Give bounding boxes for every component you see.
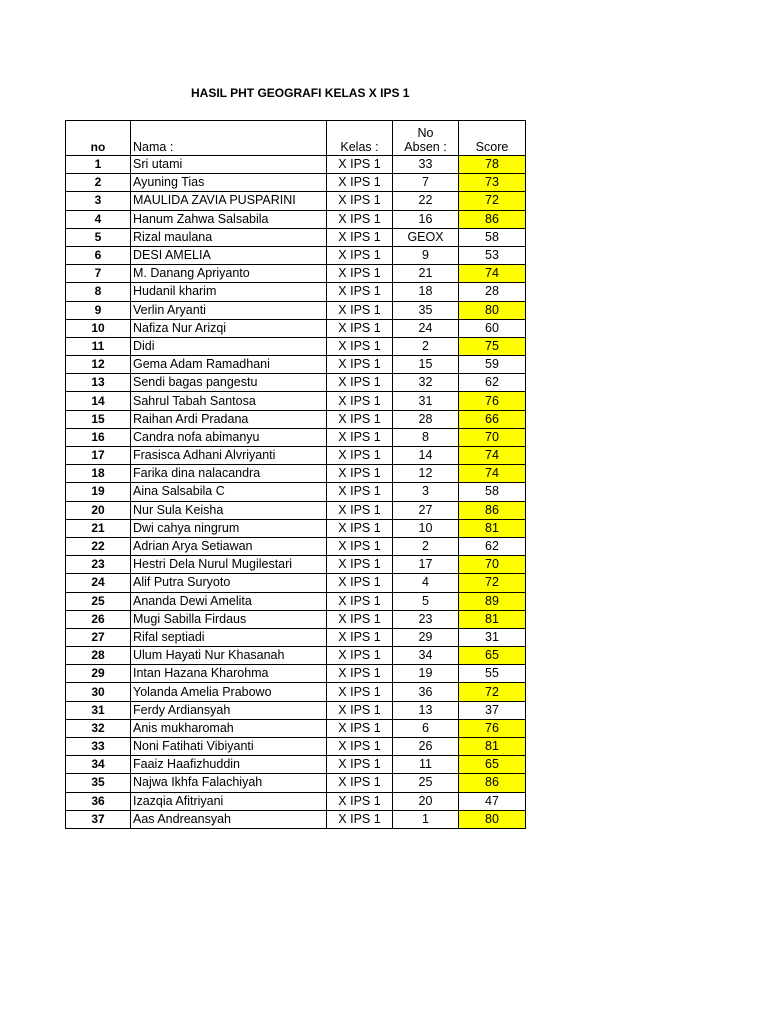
header-absen [393, 121, 459, 156]
cell-score: 31 [459, 628, 526, 646]
cell-absen: 28 [393, 410, 459, 428]
table-row [66, 610, 526, 628]
cell-kelas: X IPS 1 [327, 337, 393, 355]
cell-name: Ayuning Tias [131, 174, 327, 192]
header-absen-line2: Absen : [404, 140, 447, 154]
cell-kelas: X IPS 1 [327, 665, 393, 683]
cell-absen: 2 [393, 337, 459, 355]
cell-no: 18 [66, 465, 131, 483]
cell-name: Hudanil kharim [131, 283, 327, 301]
cell-score: 58 [459, 483, 526, 501]
header-name: Nama : [131, 121, 327, 156]
cell-score: 72 [459, 574, 526, 592]
cell-absen: 24 [393, 319, 459, 337]
cell-kelas: X IPS 1 [327, 628, 393, 646]
cell-name: Gema Adam Ramadhani [131, 356, 327, 374]
cell-name: Verlin Aryanti [131, 301, 327, 319]
cell-absen: 35 [393, 301, 459, 319]
cell-absen: 5 [393, 592, 459, 610]
table-row [66, 647, 526, 665]
cell-score: 89 [459, 592, 526, 610]
cell-kelas: X IPS 1 [327, 610, 393, 628]
table-row [66, 447, 526, 465]
cell-score: 74 [459, 465, 526, 483]
cell-absen: 21 [393, 265, 459, 283]
cell-no: 9 [66, 301, 131, 319]
cell-absen: 32 [393, 374, 459, 392]
cell-kelas: X IPS 1 [327, 774, 393, 792]
table-row [66, 228, 526, 246]
cell-score: 65 [459, 756, 526, 774]
cell-kelas: X IPS 1 [327, 428, 393, 446]
table-row [66, 628, 526, 646]
cell-kelas: X IPS 1 [327, 792, 393, 810]
cell-kelas: X IPS 1 [327, 447, 393, 465]
cell-no: 13 [66, 374, 131, 392]
cell-score: 86 [459, 774, 526, 792]
cell-name: MAULIDA ZAVIA PUSPARINI [131, 192, 327, 210]
cell-name: Noni Fatihati Vibiyanti [131, 738, 327, 756]
header-row [66, 121, 526, 156]
cell-absen: 22 [393, 192, 459, 210]
cell-kelas: X IPS 1 [327, 265, 393, 283]
cell-kelas: X IPS 1 [327, 156, 393, 174]
cell-absen: 34 [393, 647, 459, 665]
cell-score: 86 [459, 501, 526, 519]
cell-absen: 19 [393, 665, 459, 683]
cell-absen: 14 [393, 447, 459, 465]
cell-kelas: X IPS 1 [327, 574, 393, 592]
cell-score: 72 [459, 683, 526, 701]
table-row [66, 719, 526, 737]
cell-score: 66 [459, 410, 526, 428]
cell-score: 37 [459, 701, 526, 719]
cell-no: 2 [66, 174, 131, 192]
cell-no: 7 [66, 265, 131, 283]
cell-absen: 13 [393, 701, 459, 719]
cell-kelas: X IPS 1 [327, 501, 393, 519]
cell-kelas: X IPS 1 [327, 174, 393, 192]
cell-kelas: X IPS 1 [327, 301, 393, 319]
cell-no: 22 [66, 537, 131, 555]
table-row [66, 756, 526, 774]
cell-no: 16 [66, 428, 131, 446]
cell-name: Aina Salsabila C [131, 483, 327, 501]
cell-absen: 26 [393, 738, 459, 756]
cell-kelas: X IPS 1 [327, 556, 393, 574]
table-row [66, 428, 526, 446]
cell-no: 10 [66, 319, 131, 337]
cell-no: 11 [66, 337, 131, 355]
cell-name: Sri utami [131, 156, 327, 174]
table-row [66, 574, 526, 592]
cell-name: Frasisca Adhani Alvriyanti [131, 447, 327, 465]
cell-absen: 9 [393, 246, 459, 264]
cell-kelas: X IPS 1 [327, 647, 393, 665]
cell-name: Faaiz Haafizhuddin [131, 756, 327, 774]
cell-absen: 15 [393, 356, 459, 374]
cell-absen: 25 [393, 774, 459, 792]
cell-no: 1 [66, 156, 131, 174]
cell-absen: 33 [393, 156, 459, 174]
cell-kelas: X IPS 1 [327, 756, 393, 774]
cell-score: 55 [459, 665, 526, 683]
cell-no: 14 [66, 392, 131, 410]
cell-name: M. Danang Apriyanto [131, 265, 327, 283]
cell-name: Dwi cahya ningrum [131, 519, 327, 537]
cell-kelas: X IPS 1 [327, 356, 393, 374]
table-row [66, 810, 526, 828]
table-row [66, 319, 526, 337]
cell-score: 74 [459, 447, 526, 465]
table-row [66, 356, 526, 374]
cell-name: Mugi Sabilla Firdaus [131, 610, 327, 628]
cell-no: 33 [66, 738, 131, 756]
cell-absen: 18 [393, 283, 459, 301]
cell-no: 23 [66, 556, 131, 574]
cell-no: 31 [66, 701, 131, 719]
cell-score: 76 [459, 392, 526, 410]
cell-no: 36 [66, 792, 131, 810]
cell-kelas: X IPS 1 [327, 210, 393, 228]
cell-name: Izazqia Afitriyani [131, 792, 327, 810]
cell-name: Sendi bagas pangestu [131, 374, 327, 392]
cell-name: Didi [131, 337, 327, 355]
score-table [65, 120, 526, 829]
table-row [66, 774, 526, 792]
cell-kelas: X IPS 1 [327, 465, 393, 483]
cell-kelas: X IPS 1 [327, 810, 393, 828]
cell-no: 5 [66, 228, 131, 246]
cell-score: 75 [459, 337, 526, 355]
cell-name: Hestri Dela Nurul Mugilestari [131, 556, 327, 574]
cell-name: Nur Sula Keisha [131, 501, 327, 519]
cell-score: 28 [459, 283, 526, 301]
cell-kelas: X IPS 1 [327, 319, 393, 337]
table-row [66, 792, 526, 810]
cell-score: 62 [459, 537, 526, 555]
cell-kelas: X IPS 1 [327, 519, 393, 537]
cell-name: Raihan Ardi Pradana [131, 410, 327, 428]
table-row [66, 483, 526, 501]
cell-absen: 7 [393, 174, 459, 192]
table-row [66, 410, 526, 428]
table-row [66, 665, 526, 683]
cell-score: 76 [459, 719, 526, 737]
cell-name: Ferdy Ardiansyah [131, 701, 327, 719]
cell-score: 78 [459, 156, 526, 174]
table-row [66, 283, 526, 301]
table-row [66, 465, 526, 483]
page-title: HASIL PHT GEOGRAFI KELAS X IPS 1 [191, 86, 410, 100]
cell-absen: 4 [393, 574, 459, 592]
cell-no: 17 [66, 447, 131, 465]
cell-absen: 17 [393, 556, 459, 574]
cell-score: 86 [459, 210, 526, 228]
cell-no: 20 [66, 501, 131, 519]
cell-no: 28 [66, 647, 131, 665]
cell-score: 70 [459, 428, 526, 446]
cell-score: 53 [459, 246, 526, 264]
cell-no: 21 [66, 519, 131, 537]
table-row [66, 210, 526, 228]
cell-absen: 27 [393, 501, 459, 519]
cell-score: 60 [459, 319, 526, 337]
table-row [66, 556, 526, 574]
cell-kelas: X IPS 1 [327, 683, 393, 701]
cell-name: Farika dina nalacandra [131, 465, 327, 483]
cell-absen: 29 [393, 628, 459, 646]
cell-kelas: X IPS 1 [327, 228, 393, 246]
cell-kelas: X IPS 1 [327, 701, 393, 719]
cell-name: Sahrul Tabah Santosa [131, 392, 327, 410]
cell-name: Najwa Ikhfa Falachiyah [131, 774, 327, 792]
cell-no: 27 [66, 628, 131, 646]
cell-absen: 23 [393, 610, 459, 628]
cell-no: 12 [66, 356, 131, 374]
cell-name: Intan Hazana Kharohma [131, 665, 327, 683]
cell-no: 24 [66, 574, 131, 592]
cell-score: 65 [459, 647, 526, 665]
table-row [66, 174, 526, 192]
cell-score: 73 [459, 174, 526, 192]
cell-name: Nafiza Nur Arizqi [131, 319, 327, 337]
cell-score: 70 [459, 556, 526, 574]
header-no: no [66, 121, 131, 156]
cell-name: Rifal septiadi [131, 628, 327, 646]
cell-score: 62 [459, 374, 526, 392]
table-row [66, 192, 526, 210]
cell-absen: 1 [393, 810, 459, 828]
cell-kelas: X IPS 1 [327, 192, 393, 210]
cell-no: 34 [66, 756, 131, 774]
cell-no: 25 [66, 592, 131, 610]
table-row [66, 592, 526, 610]
cell-no: 37 [66, 810, 131, 828]
header-score: Score [459, 121, 526, 156]
cell-kelas: X IPS 1 [327, 392, 393, 410]
cell-kelas: X IPS 1 [327, 410, 393, 428]
cell-score: 47 [459, 792, 526, 810]
cell-absen: 20 [393, 792, 459, 810]
cell-name: Ulum Hayati Nur Khasanah [131, 647, 327, 665]
cell-score: 81 [459, 610, 526, 628]
cell-absen: 2 [393, 537, 459, 555]
table-row [66, 738, 526, 756]
cell-absen: 8 [393, 428, 459, 446]
table-row [66, 301, 526, 319]
cell-name: Aas Andreansyah [131, 810, 327, 828]
table-row [66, 683, 526, 701]
table-body [66, 156, 526, 829]
header-absen-line1: No [417, 126, 434, 140]
cell-kelas: X IPS 1 [327, 592, 393, 610]
cell-score: 72 [459, 192, 526, 210]
cell-name: Alif Putra Suryoto [131, 574, 327, 592]
table-row [66, 501, 526, 519]
table-row [66, 246, 526, 264]
table-row [66, 337, 526, 355]
cell-kelas: X IPS 1 [327, 483, 393, 501]
cell-name: Candra nofa abimanyu [131, 428, 327, 446]
cell-absen: 11 [393, 756, 459, 774]
cell-absen: 6 [393, 719, 459, 737]
cell-absen: 3 [393, 483, 459, 501]
cell-no: 19 [66, 483, 131, 501]
cell-absen: 10 [393, 519, 459, 537]
cell-kelas: X IPS 1 [327, 719, 393, 737]
cell-score: 81 [459, 519, 526, 537]
cell-kelas: X IPS 1 [327, 283, 393, 301]
cell-absen: 16 [393, 210, 459, 228]
cell-no: 29 [66, 665, 131, 683]
cell-absen: 31 [393, 392, 459, 410]
cell-name: DESI AMELIA [131, 246, 327, 264]
cell-no: 15 [66, 410, 131, 428]
cell-no: 6 [66, 246, 131, 264]
cell-score: 80 [459, 301, 526, 319]
header-kelas: Kelas : [327, 121, 393, 156]
cell-score: 81 [459, 738, 526, 756]
table-row [66, 156, 526, 174]
cell-score: 59 [459, 356, 526, 374]
cell-no: 32 [66, 719, 131, 737]
cell-kelas: X IPS 1 [327, 738, 393, 756]
cell-name: Hanum Zahwa Salsabila [131, 210, 327, 228]
cell-kelas: X IPS 1 [327, 537, 393, 555]
cell-name: Adrian Arya Setiawan [131, 537, 327, 555]
cell-name: Rizal maulana [131, 228, 327, 246]
cell-score: 74 [459, 265, 526, 283]
cell-name: Ananda Dewi Amelita [131, 592, 327, 610]
cell-score: 80 [459, 810, 526, 828]
cell-absen: GEOX [393, 228, 459, 246]
cell-name: Anis mukharomah [131, 719, 327, 737]
cell-name: Yolanda Amelia Prabowo [131, 683, 327, 701]
cell-score: 58 [459, 228, 526, 246]
table-row [66, 392, 526, 410]
cell-kelas: X IPS 1 [327, 246, 393, 264]
cell-kelas: X IPS 1 [327, 374, 393, 392]
cell-no: 26 [66, 610, 131, 628]
table-row [66, 374, 526, 392]
cell-no: 3 [66, 192, 131, 210]
cell-absen: 36 [393, 683, 459, 701]
table-row [66, 537, 526, 555]
cell-absen: 12 [393, 465, 459, 483]
cell-no: 35 [66, 774, 131, 792]
table-row [66, 519, 526, 537]
cell-no: 4 [66, 210, 131, 228]
cell-no: 8 [66, 283, 131, 301]
table-row [66, 701, 526, 719]
cell-no: 30 [66, 683, 131, 701]
table-row [66, 265, 526, 283]
